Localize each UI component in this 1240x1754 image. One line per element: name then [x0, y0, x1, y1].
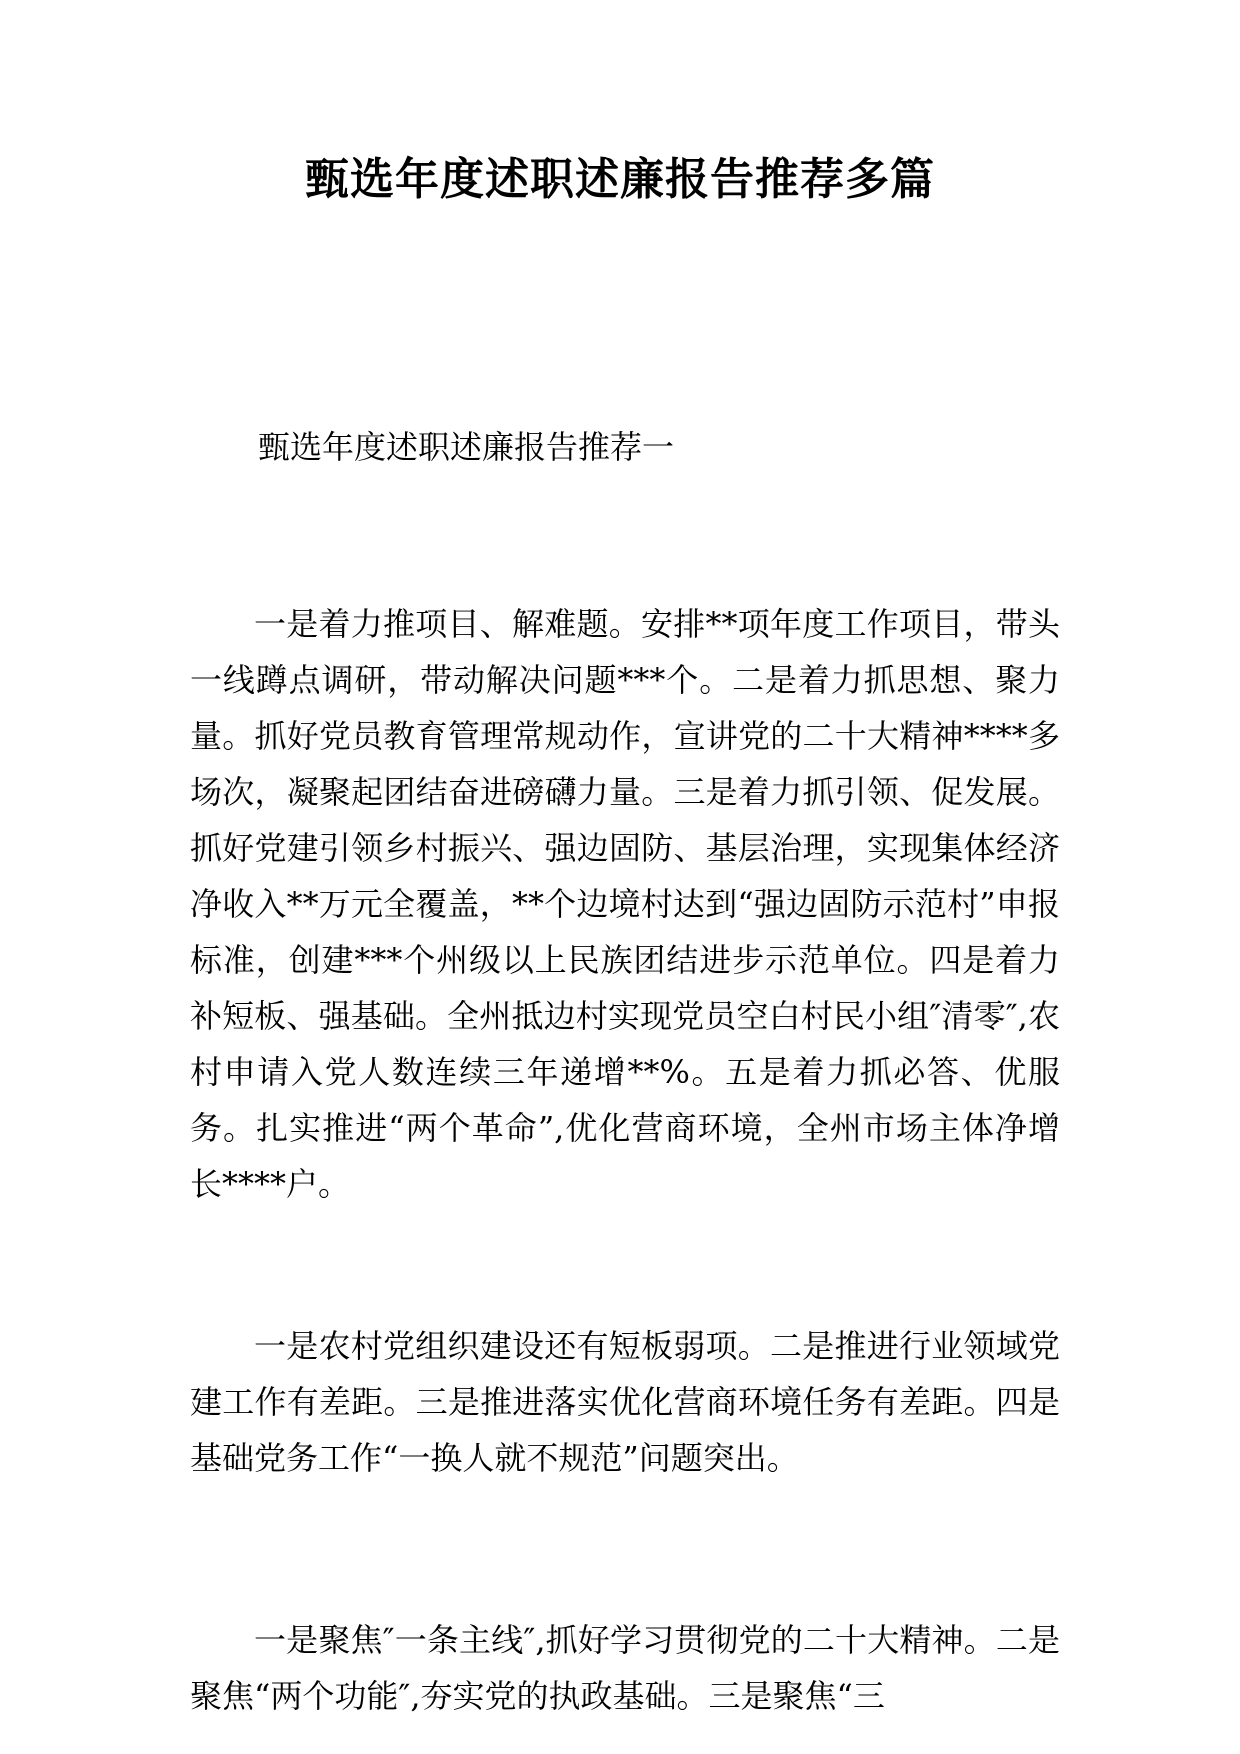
section-subtitle: 甄选年度述职述廉报告推荐一	[258, 428, 675, 466]
document-title: 甄选年度述职述廉报告推荐多篇	[305, 154, 935, 205]
body-paragraph-2: 一是农村党组织建设还有短板弱项。二是推进行业领域党建工作有差距。三是推进落实优化营商环境任务有差距。四是基础党务工作“一换人就不规范”问题突出。	[190, 1327, 1060, 1477]
body-paragraph-3: 一是聚焦″一条主线″,抓好学习贯彻党的二十大精神。二是聚焦“两个功能″,夯实党的执政基础。三是聚焦“三	[190, 1621, 1060, 1715]
body-paragraph-1: 一是着力推项目、解难题。安排**项年度工作项目，带头一线蹲点调研，带动解决问题***个。二是着力抓思想、聚力量。抓好党员教育管理常规动作，宣讲党的二十大精神****多场次，凝聚起团结奋进磅礴力量。三是着力抓引领、促发展。抓好党建引领乡村振兴、强边固防、基层治理，实现集体经济净收入**万元全覆盖，**个边境村达到“强边固防示范村”申报标准，创建***个州级以上民族团结进步示范单位。四是着力补短板、强基础。全州抵边村实现党员空白村民小组″清零″,农村申请入党人数连续三年递增**%。五是着力抓必答、优服务。扎实推进“两个革命”,优化营商环境，全州市场主体净增长****户。	[190, 605, 1060, 1203]
